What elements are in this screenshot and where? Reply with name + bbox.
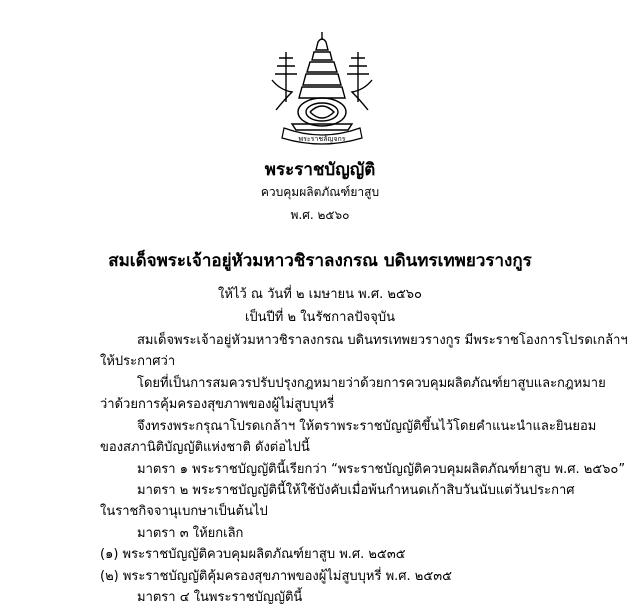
- rationale-line-1: โดยที่เป็นการสมควรปรับปรุงกฎหมายว่าด้วยการควบคุมผลิตภัณฑ์ยาสูบและกฎหมาย: [137, 376, 606, 391]
- section-3: มาตรา ๓ ให้ยกเลิก: [137, 526, 244, 541]
- act-title: พระราชบัญญัติ: [264, 160, 376, 180]
- repeal-item-1: (๑) พระราชบัญญัติควบคุมผลิตภัณฑ์ยาสูบ พ.ศ. ๒๕๓๕: [100, 547, 406, 562]
- preamble-line-2: ให้ประกาศว่า: [100, 354, 176, 369]
- preamble-line-1: สมเด็จพระเจ้าอยู่หัวมหาวชิราลงกรณ บดินทรเทพยวรางกูร มีพระราชโองการโปรดเกล้าฯ: [137, 333, 628, 348]
- repeal-item-2: (๒) พระราชบัญญัติคุ้มครองสุขภาพของผู้ไม่สูบบุหรี่ พ.ศ. ๒๕๓๕: [100, 569, 452, 584]
- enactment-line-1: จึงทรงพระกรุณาโปรดเกล้าฯ ให้ตราพระราชบัญญัติขึ้นไว้โดยคำแนะนำและยินยอม: [137, 419, 597, 434]
- section-2-line-2: ในราชกิจจานุเบกษาเป็นต้นไป: [100, 504, 268, 519]
- section-1: มาตรา ๑ พระราชบัญญัตินี้เรียกว่า “พระราชบัญญัติควบคุมผลิตภัณฑ์ยาสูบ พ.ศ. ๒๕๖๐”: [137, 462, 626, 477]
- section-4: มาตรา ๔ ในพระราชบัญญัตินี้: [137, 590, 303, 605]
- royal-garuda-emblem-icon: [262, 30, 382, 148]
- enactment-line-2: ของสภานิติบัญญัติแห่งชาติ ดังต่อไปนี้: [100, 440, 310, 455]
- emblem-motto: พระราชลัญจกร: [298, 135, 346, 143]
- reign-year-line: เป็นปีที่ ๒ ในรัชกาลปัจจุบัน: [244, 310, 396, 325]
- king-name-heading: สมเด็จพระเจ้าอยู่หัวมหาวชิราลงกรณ บดินทรเทพยวรางกูร: [108, 251, 532, 271]
- act-year: พ.ศ. ๒๕๖๐: [290, 208, 350, 222]
- section-2-line-1: มาตรา ๒ พระราชบัญญัตินี้ให้ใช้บังคับเมื่อพ้นกำหนดเก้าสิบวันนับแต่วันประกาศ: [137, 483, 575, 498]
- given-date-line: ให้ไว้ ณ วันที่ ๒ เมษายน พ.ศ. ๒๕๖๐: [217, 287, 422, 302]
- rationale-line-2: ว่าด้วยการคุ้มครองสุขภาพของผู้ไม่สูบบุหรี่: [100, 397, 335, 412]
- act-subtitle: ควบคุมผลิตภัณฑ์ยาสูบ: [260, 185, 380, 199]
